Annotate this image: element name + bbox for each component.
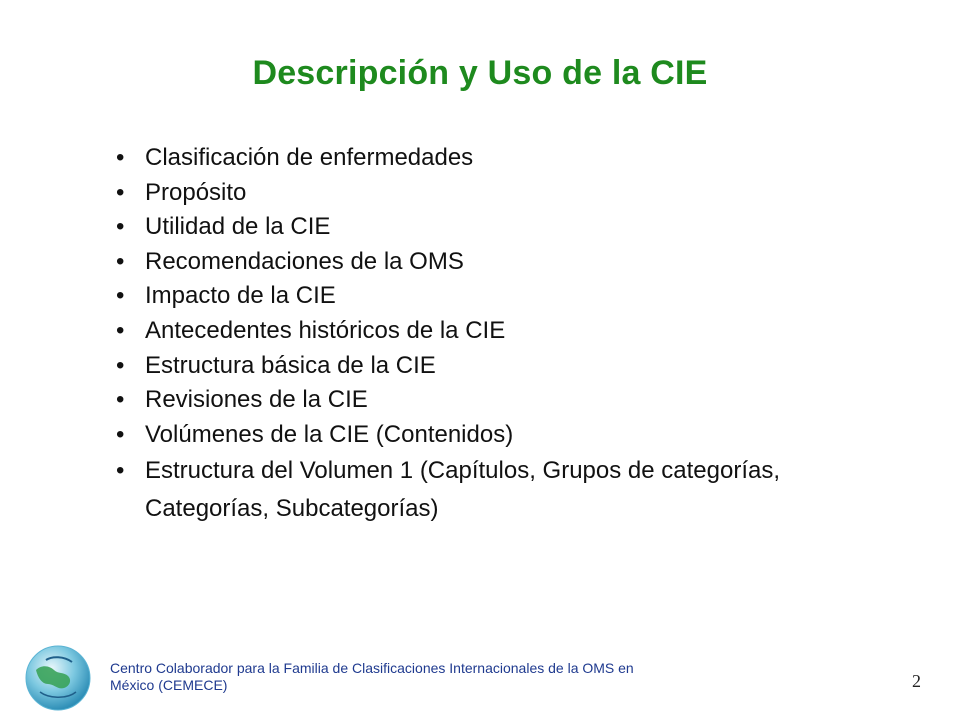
- bullet-item: • Propósito: [116, 176, 836, 211]
- bullet-dot: •: [116, 420, 125, 448]
- bullet-item: • Utilidad de la CIE: [116, 210, 836, 245]
- bullet-item: • Clasificación de enfermedades: [116, 141, 836, 176]
- footer-organization-text: Centro Colaborador para la Familia de Clasificaciones Internacionales de la OMS en México (CEMECE): [110, 660, 634, 693]
- bullet-dot: •: [116, 144, 125, 171]
- bullet-item: • Impacto de la CIE: [116, 279, 836, 314]
- page-number: 2: [912, 671, 921, 691]
- bullet-list: [116, 141, 836, 528]
- cemece-logo-icon: [24, 644, 92, 712]
- bullet-dot: •: [116, 213, 125, 241]
- bullet-dot: •: [116, 316, 125, 344]
- bullet-dot: •: [116, 178, 125, 206]
- bullet-dot: •: [116, 282, 125, 310]
- bullet-item: • Volúmenes de la CIE (Contenidos): [116, 418, 836, 453]
- bullet-item: • Antecedentes históricos de la CIE: [116, 314, 836, 349]
- bullet-item: • Estructura del Volumen 1 (Capítulos, Grupos de categorías, Categorías, Subcategorías): [116, 452, 836, 528]
- bullet-dot: •: [116, 247, 125, 275]
- bullet-item: • Recomendaciones de la OMS: [116, 245, 836, 280]
- bullet-dot: •: [116, 386, 125, 414]
- bullet-dot: •: [116, 457, 125, 485]
- bullet-item: • Revisiones de la CIE: [116, 383, 836, 418]
- bullet-item: • Estructura básica de la CIE: [116, 349, 836, 384]
- bullet-dot: •: [116, 351, 125, 379]
- slide-title: Descripción y Uso de la CIE: [252, 54, 708, 92]
